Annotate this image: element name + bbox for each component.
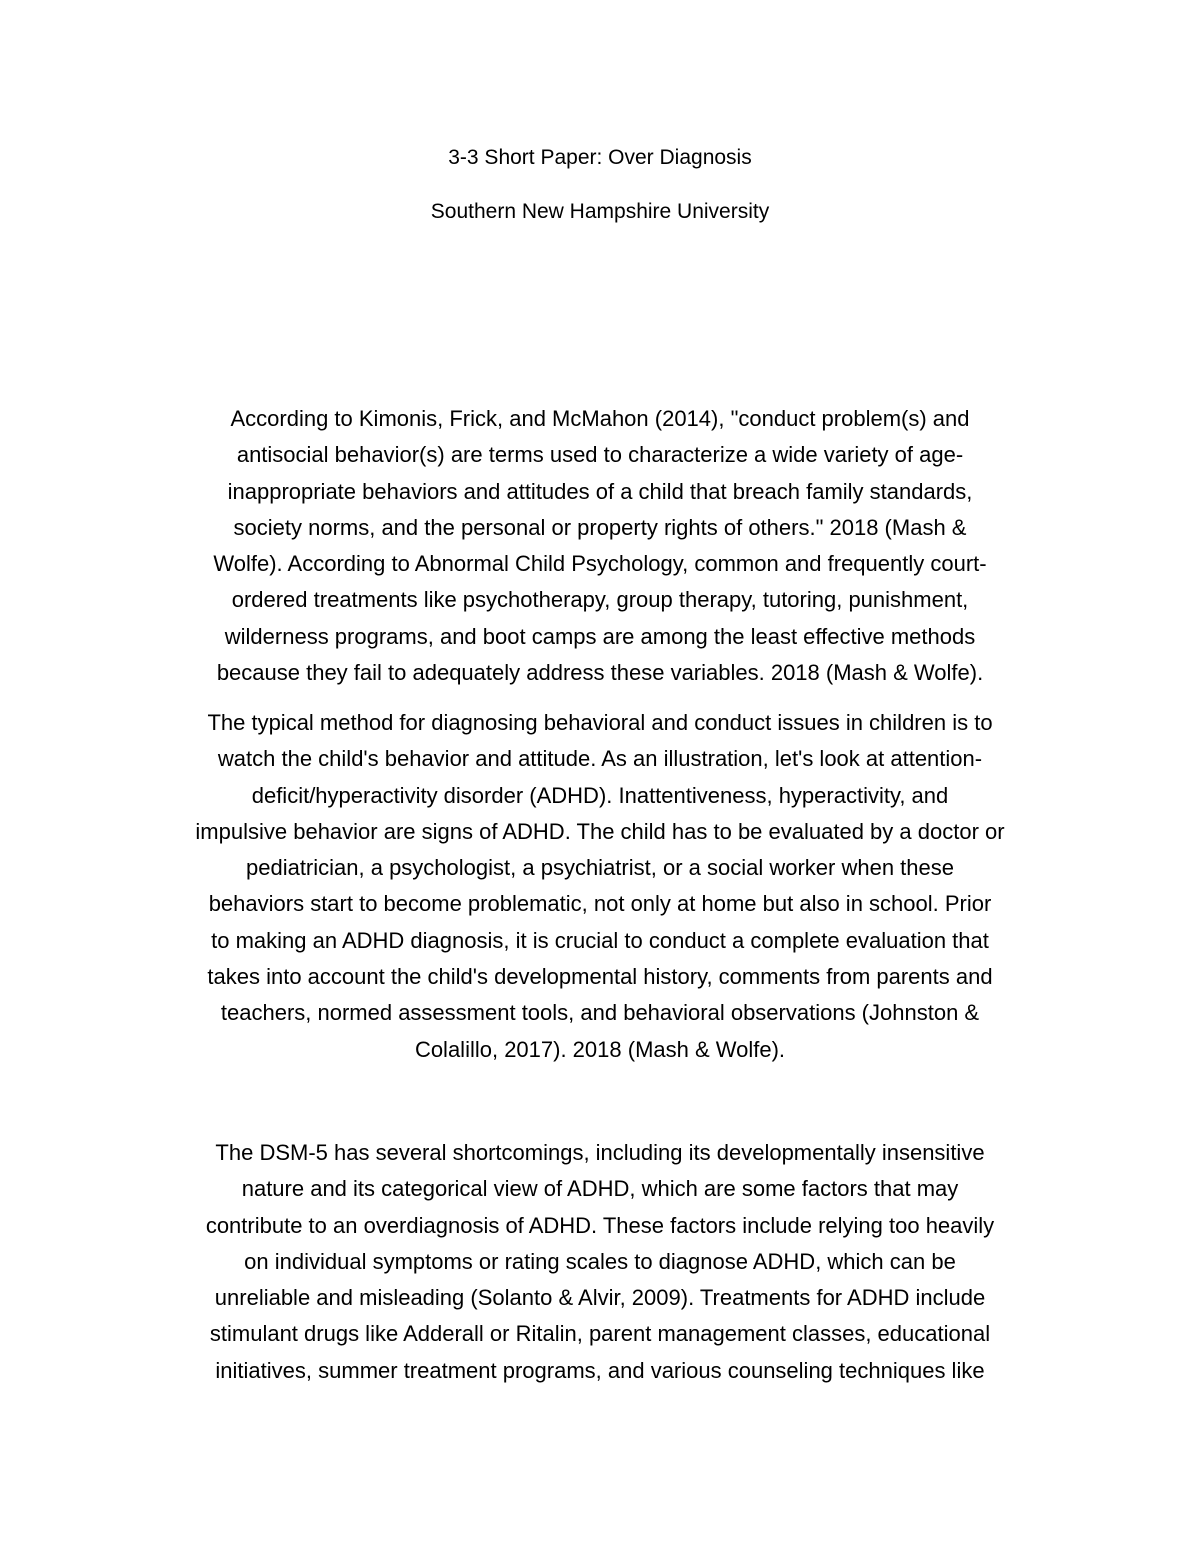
paragraph-line: unreliable and misleading (Solanto & Alvir, 2009). Treatments for ADHD include: [214, 1285, 986, 1311]
paragraph-line: The DSM-5 has several shortcomings, including its developmentally insensitive: [215, 1140, 985, 1165]
institution-name: Southern New Hampshire University: [430, 200, 770, 223]
paragraph-line: wilderness programs, and boot camps are among the least effective methods: [224, 623, 976, 649]
paragraph-line: The typical method for diagnosing behavioral and conduct issues in children is to: [207, 710, 993, 735]
paragraph-line: to making an ADHD diagnosis, it is crucial to conduct a complete evaluation that: [211, 927, 989, 953]
paragraph-line: behaviors start to become problematic, not only at home but also in school. Prior: [208, 891, 992, 917]
paragraph-1: [135, 401, 1065, 691]
paragraph-line: inappropriate behaviors and attitudes of a child that breach family standards,: [227, 478, 973, 504]
paragraph-line: impulsive behavior are signs of ADHD. The child has to be evaluated by a doctor or: [195, 818, 1005, 844]
paragraph-line: initiatives, summer treatment programs, and various counseling techniques like: [215, 1357, 985, 1383]
paragraph-line: antisocial behavior(s) are terms used to characterize a wide variety of age-: [236, 442, 964, 468]
paragraph-line: because they fail to adequately address these variables. 2018 (Mash & Wolfe).: [216, 660, 984, 686]
paragraph-3: [135, 1135, 1065, 1389]
paragraph-line: Colalillo, 2017). 2018 (Mash & Wolfe).: [414, 1036, 786, 1062]
paragraph-line: ordered treatments like psychotherapy, group therapy, tutoring, punishment,: [231, 587, 969, 613]
paper-title: 3-3 Short Paper: Over Diagnosis: [448, 146, 752, 169]
paragraph-line: contribute to an overdiagnosis of ADHD. These factors include relying too heavily: [205, 1212, 995, 1238]
paragraph-line: nature and its categorical view of ADHD, which are some factors that may: [241, 1176, 959, 1202]
paragraph-line: teachers, normed assessment tools, and behavioral observations (Johnston &: [220, 1000, 980, 1026]
paragraph-line: on individual symptoms or rating scales to diagnose ADHD, which can be: [244, 1248, 956, 1274]
paragraph-line: society norms, and the personal or property rights of others." 2018 (Mash &: [233, 514, 967, 540]
paragraph-2: [135, 705, 1065, 1068]
paragraph-line: takes into account the child's developmental history, comments from parents and: [207, 964, 993, 990]
paragraph-line: watch the child's behavior and attitude. As an illustration, let's look at attention-: [217, 746, 983, 772]
paragraph-line: Wolfe). According to Abnormal Child Psychology, common and frequently court-: [213, 551, 987, 577]
paragraph-line: pediatrician, a psychologist, a psychiatrist, or a social worker when these: [245, 855, 954, 881]
paragraph-line: According to Kimonis, Frick, and McMahon (2014), "conduct problem(s) and: [230, 406, 970, 431]
paragraph-line: deficit/hyperactivity disorder (ADHD). Inattentiveness, hyperactivity, and: [251, 782, 949, 808]
paragraph-line: stimulant drugs like Adderall or Ritalin, parent management classes, educational: [209, 1321, 991, 1347]
